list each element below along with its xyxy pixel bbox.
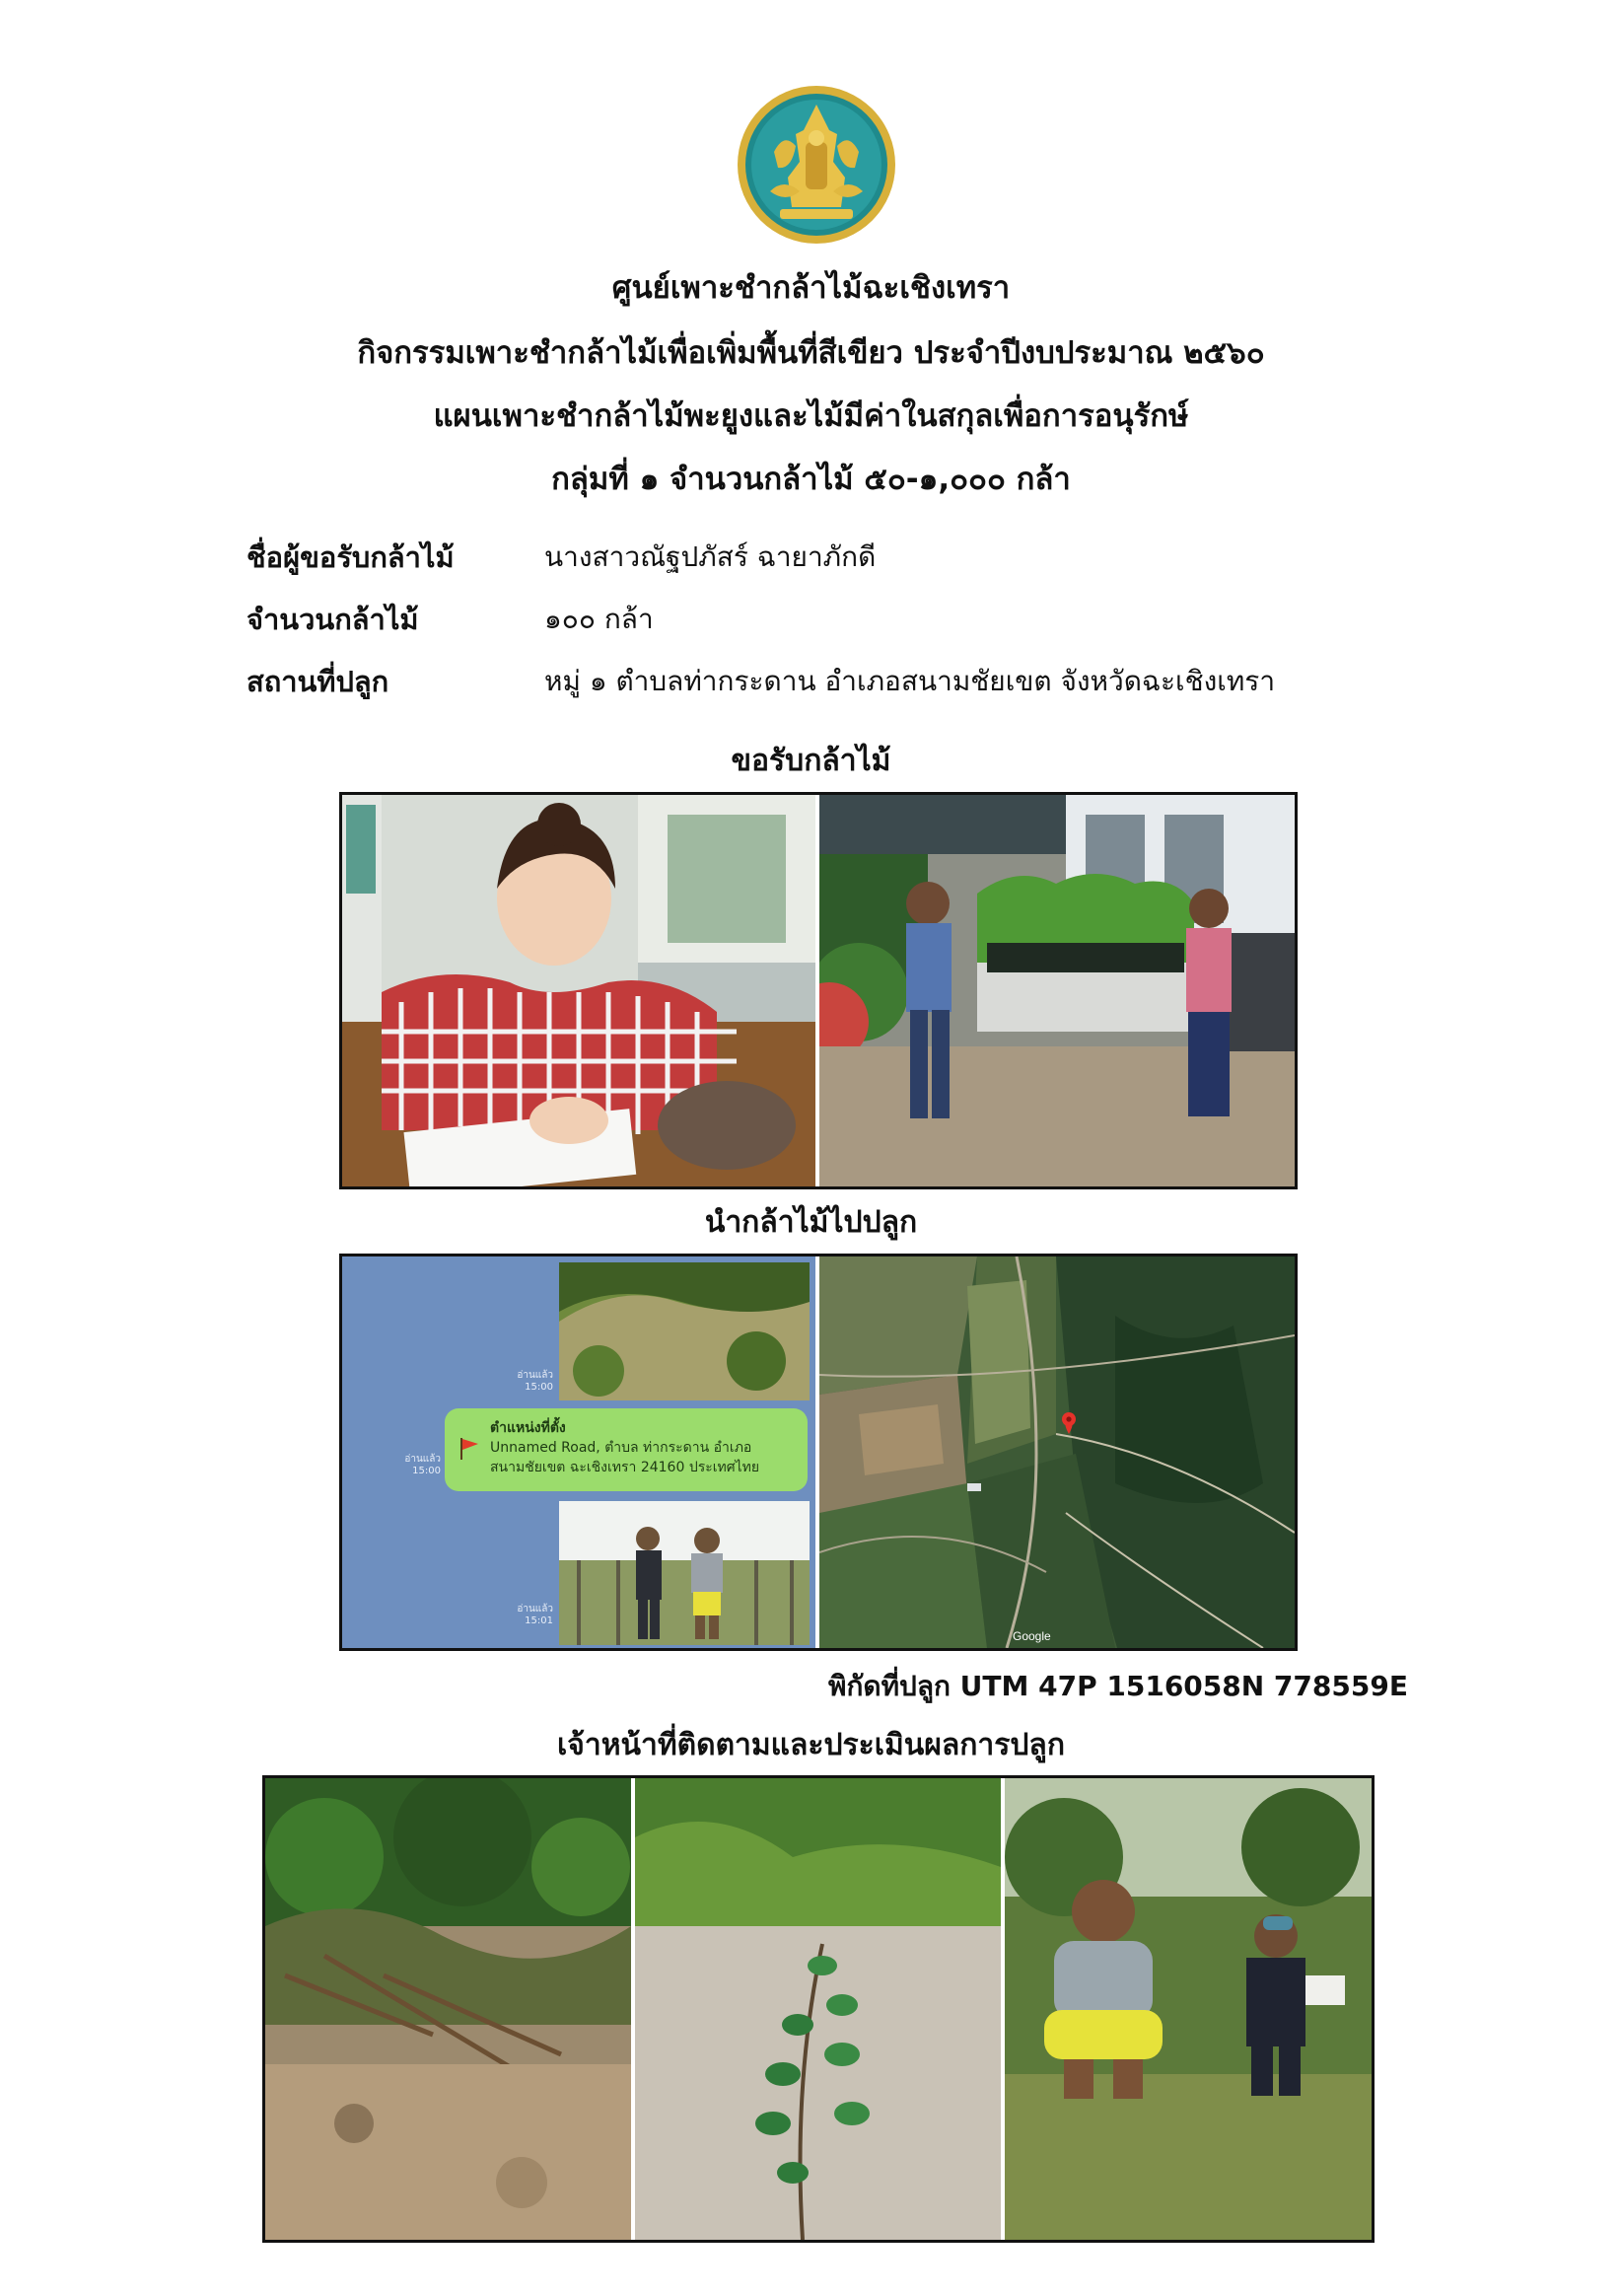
- requester-value: นางสาวณัฐปภัสร์ ฉายาภักดี: [544, 540, 877, 573]
- section-heading-monitor: เจ้าหน้าที่ติดตามและประเมินผลการปลูก: [557, 1728, 1065, 1762]
- satellite-map[interactable]: [819, 1256, 1295, 1648]
- document-title: ศูนย์เพาะชำกล้าไม้ฉะเชิงเทรา: [611, 270, 1011, 306]
- photo-staff-inspection: [1005, 1778, 1372, 2240]
- chat-read-status-3: [500, 1604, 553, 1627]
- chat-read-label-3: อ่านแล้ว: [517, 1604, 553, 1614]
- chat-read-time-2: 15:00: [412, 1466, 441, 1476]
- photo-seedling-truck: [819, 795, 1295, 1186]
- photo-frame-receive: [339, 792, 1298, 1189]
- chat-read-label-2: อ่านแล้ว: [404, 1454, 441, 1465]
- requester-label: ชื่อผู้ขอรับกล้าไม้: [247, 540, 455, 574]
- chat-bubble-address-line1: Unnamed Road, ตำบล ท่ากระดาน อำเภอ: [490, 1440, 752, 1456]
- section-heading-plant: นำกล้าไม้ไปปลูก: [704, 1205, 918, 1240]
- chat-bubble-address-line2: สนามชัยเขต ฉะเชิงเทรา 24160 ประเทศไทย: [490, 1460, 760, 1475]
- chat-read-label-1: อ่านแล้ว: [517, 1370, 553, 1381]
- chat-photo-planting-site: [559, 1262, 810, 1400]
- section-heading-receive: ขอรับกล้าไม้: [731, 744, 891, 778]
- photo-frame-monitor: [262, 1775, 1375, 2243]
- planting-coordinates: พิกัดที่ปลูก UTM 47P 1516058N 778559E: [828, 1670, 1408, 1702]
- photo-cleared-ground: [265, 1778, 631, 2240]
- photo-seedling-closeup: [635, 1778, 1001, 2240]
- chat-read-status-1: [500, 1370, 553, 1394]
- document-subtitle-group: กลุ่มที่ ๑ จำนวนกล้าไม้ ๕๐-๑,๐๐๐ กล้า: [551, 462, 1071, 497]
- photo-signing-form: [342, 795, 815, 1186]
- chat-bubble-title: ตำแหน่งที่ตั้ง: [490, 1420, 566, 1436]
- chat-photo-staff-at-site: [559, 1501, 810, 1645]
- chat-location-bubble[interactable]: [445, 1408, 808, 1491]
- document-subtitle-activity: กิจกรรมเพาะชำกล้าไม้เพื่อเพิ่มพื้นที่สีเขียว ประจำปีงบประมาณ ๒๕๖๐: [357, 335, 1265, 371]
- quantity-value: ๑๐๐ กล้า: [544, 603, 654, 635]
- map-attribution: Google: [1013, 1629, 1051, 1643]
- department-emblem: [735, 83, 898, 247]
- quantity-label: จำนวนกล้าไม้: [247, 603, 419, 636]
- red-flag-icon: [458, 1436, 480, 1462]
- location-label: สถานที่ปลูก: [247, 665, 389, 698]
- chat-read-time-3: 15:01: [525, 1615, 553, 1626]
- document-subtitle-plan: แผนเพาะชำกล้าไม้พะยูงและไม้มีค่าในสกุลเพื่อการอนุรักษ์: [433, 398, 1189, 434]
- chat-screenshot: [342, 1256, 815, 1648]
- chat-read-time-1: 15:00: [525, 1382, 553, 1393]
- chat-read-status-2: [388, 1454, 441, 1477]
- location-value: หมู่ ๑ ตำบลท่ากระดาน อำเภอสนามชัยเขต จังหวัดฉะเชิงเทรา: [544, 665, 1276, 697]
- photo-frame-plant: [339, 1254, 1298, 1651]
